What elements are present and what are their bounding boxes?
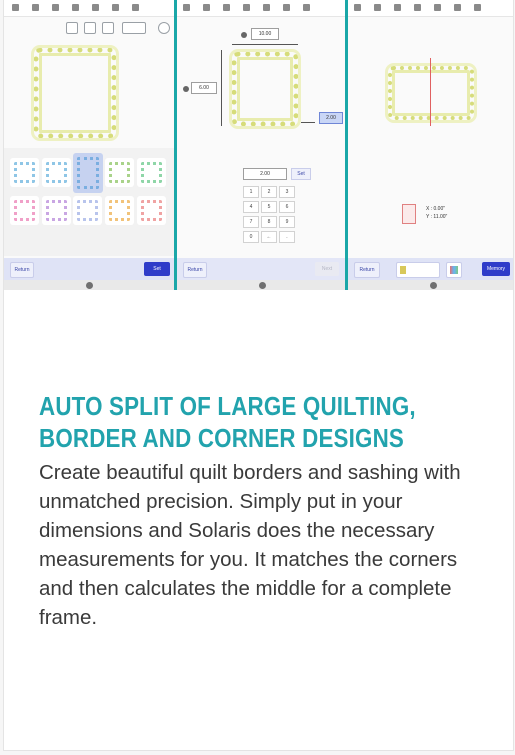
design-preview-icon — [400, 266, 406, 274]
screen-size-input — [177, 0, 345, 290]
keypad-backspace-key[interactable]: ← — [261, 231, 277, 243]
status-bar — [4, 0, 174, 17]
value-input[interactable]: 2.00 — [243, 168, 287, 180]
return-button[interactable]: Return — [183, 262, 207, 278]
split-y-value: Y : 11.00" — [426, 214, 448, 220]
feature-heading — [39, 390, 486, 454]
design-thumbnail[interactable] — [137, 196, 166, 225]
keypad-key[interactable]: 7 — [243, 216, 259, 228]
design-thumbnail[interactable] — [73, 196, 102, 225]
width-dimension-line — [232, 44, 298, 45]
hoop-icon — [72, 4, 79, 11]
keypad-key[interactable]: 5 — [261, 201, 277, 213]
screen-split-result — [348, 0, 513, 290]
quilt-border-design — [232, 52, 298, 126]
design-thumbnail[interactable] — [10, 158, 39, 187]
design-thumbnail[interactable] — [10, 196, 39, 225]
feature-card — [3, 0, 514, 751]
height-dimension-line — [221, 50, 222, 126]
document-icon — [223, 4, 230, 11]
document-icon — [394, 4, 401, 11]
design-preview-swatch[interactable] — [396, 262, 440, 278]
split-x-value: X : 0.00" — [426, 206, 446, 212]
wifi-icon — [12, 4, 19, 11]
wifi-icon — [183, 4, 190, 11]
hoop-icon — [243, 4, 250, 11]
stitch-length-icon[interactable] — [102, 22, 114, 34]
keypad-key[interactable]: 2 — [261, 186, 277, 198]
home-icon — [32, 4, 39, 11]
set-button[interactable]: Set — [144, 262, 170, 276]
height-field[interactable]: 6.00 — [191, 82, 217, 94]
document-icon — [52, 4, 59, 11]
keypad-key[interactable]: 1 — [243, 186, 259, 198]
return-button[interactable]: Return — [354, 262, 380, 278]
home-icon — [303, 4, 310, 11]
settings-icon[interactable] — [158, 22, 170, 34]
lock-icon — [283, 4, 290, 11]
split-line — [430, 58, 431, 126]
quilt-border-design — [34, 48, 116, 138]
next-button[interactable]: Next — [315, 262, 339, 276]
home-icon — [474, 4, 481, 11]
lock-icon — [454, 4, 461, 11]
design-thumbnail[interactable] — [105, 158, 134, 187]
status-bar — [348, 0, 513, 17]
design-thumbnail[interactable] — [42, 196, 71, 225]
memory-button[interactable]: Memory — [482, 262, 510, 276]
lock-icon — [112, 4, 119, 11]
home-icon — [203, 4, 210, 11]
corner-dimension-line — [301, 122, 315, 123]
feature-heading-line: BORDER AND CORNER DESIGNS — [39, 423, 404, 453]
presser-foot-icon — [92, 4, 99, 11]
rotate-icon[interactable] — [66, 22, 78, 34]
split-border-design — [388, 66, 474, 120]
home-nav-icon[interactable] — [86, 282, 93, 289]
color-palette-button[interactable] — [446, 262, 462, 278]
keypad-key[interactable]: 4 — [243, 201, 259, 213]
status-bar — [177, 0, 345, 17]
keypad-key[interactable]: 3 — [279, 186, 295, 198]
design-thumbnail[interactable] — [42, 158, 71, 187]
corner-size-field[interactable]: 2.00 — [319, 112, 343, 124]
color-palette-icon — [450, 266, 458, 274]
width-field[interactable]: 10.00 — [251, 28, 279, 40]
return-button[interactable]: Return — [10, 262, 34, 278]
home-nav-icon[interactable] — [259, 282, 266, 289]
screen-design-selection — [4, 0, 174, 290]
home-icon — [132, 4, 139, 11]
home-nav-icon[interactable] — [430, 282, 437, 289]
height-radio-icon[interactable] — [183, 86, 189, 92]
keypad-key[interactable]: 9 — [279, 216, 295, 228]
hoop-icon — [414, 4, 421, 11]
mirror-icon[interactable] — [84, 22, 96, 34]
keypad-set-button[interactable]: Set — [291, 168, 311, 180]
design-thumbnail-selected[interactable] — [73, 153, 103, 193]
keypad-key[interactable]: . — [279, 231, 295, 243]
split-position-icon — [402, 204, 416, 224]
feature-heading-line: AUTO SPLIT OF LARGE QUILTING, — [39, 391, 416, 421]
design-thumbnail[interactable] — [137, 158, 166, 187]
presser-foot-icon — [434, 4, 441, 11]
width-radio-icon[interactable] — [241, 32, 247, 38]
wifi-icon — [354, 4, 361, 11]
design-thumbnail[interactable] — [105, 196, 134, 225]
home-icon — [374, 4, 381, 11]
screenshot-collage — [4, 0, 513, 290]
design-grid — [4, 148, 174, 256]
size-readout-icon — [122, 22, 146, 34]
keypad-key[interactable]: 6 — [279, 201, 295, 213]
feature-text — [39, 390, 489, 632]
presser-foot-icon — [263, 4, 270, 11]
keypad-key[interactable]: 0 — [243, 231, 259, 243]
feature-description: Create beautiful quilt borders and sashing with unmatched precision. Simply put in your dimensions and Solaris does the necessary measurements for you. It matches the corners and then calculates the middle for a complete frame. — [39, 461, 461, 629]
keypad-key[interactable]: 8 — [261, 216, 277, 228]
